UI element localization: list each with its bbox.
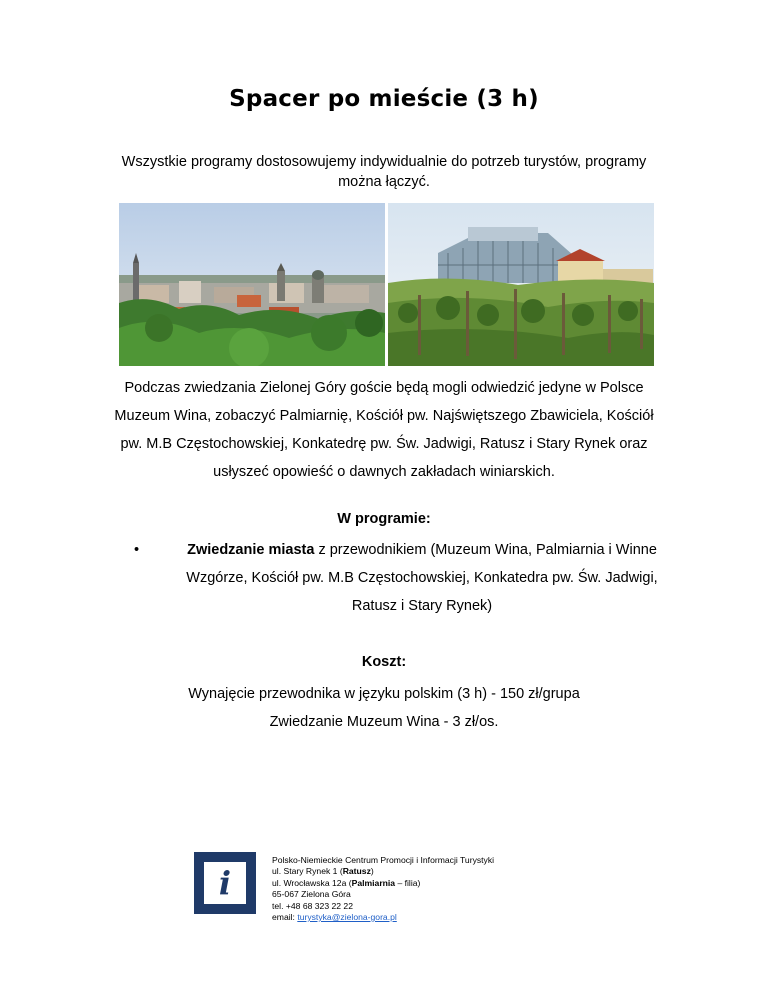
program-item-title: Zwiedzanie miasta <box>187 542 315 558</box>
description-line: pw. M.B Częstochowskiej, Konkatedrę pw. Św. Jadwigi, Ratusz i Stary Rynek oraz <box>120 436 648 452</box>
palm-house-vineyard-photo <box>388 203 654 366</box>
city-panorama-photo <box>119 203 385 366</box>
contact-phone: tel. +48 68 323 22 22 <box>272 900 353 911</box>
intro-line: można łączyć. <box>338 174 430 190</box>
program-item-text: z przewodnikiem (Muzeum Wina, Palmiarnia i Winne <box>314 542 657 558</box>
bullet-icon: • <box>134 542 140 558</box>
email-link[interactable]: turystyka@zielona-gora.pl <box>297 912 397 923</box>
contact-org: Polsko-Niemieckie Centrum Promocji i Informacji Turystyki <box>272 855 495 865</box>
intro-paragraph <box>90 152 678 192</box>
description-line: usłyszeć opowieść o dawnych zakładach winiarskich. <box>213 464 555 480</box>
intro-line: Wszystkie programy dostosowujemy indywidualnie do potrzeb turystów, programy <box>121 154 647 170</box>
contact-city: 65-067 Zielona Góra <box>272 889 351 900</box>
program-item-line: Wzgórze, Kościół pw. M.B Częstochowskiej, Konkatedra pw. Św. Jadwigi, <box>186 570 658 586</box>
contact-email-line: email: turystyka@zielona-gora.pl <box>272 912 397 923</box>
program-item-line <box>156 536 688 564</box>
contact-address-2: ul. Wrocławska 12a (Palmiarnia – filia) <box>272 877 421 888</box>
description-line: Podczas zwiedzania Zielonej Góry goście będą mogli odwiedzić jedyne w Polsce <box>124 380 644 396</box>
contact-address-1: ul. Stary Rynek 1 (Ratusz) <box>272 866 374 877</box>
cost-section <box>0 680 768 736</box>
cost-line: Zwiedzanie Muzeum Wina - 3 zł/os. <box>269 714 499 730</box>
description-paragraph <box>84 374 684 486</box>
program-list-item <box>128 536 688 620</box>
info-icon: i <box>218 864 232 902</box>
cost-line: Wynajęcie przewodnika w języku polskim (3 h) - 150 zł/grupa <box>188 686 580 702</box>
contact-block <box>272 855 494 923</box>
tourist-info-logo <box>194 852 256 914</box>
program-heading: W programie: <box>337 511 431 527</box>
program-item-line: Ratusz i Stary Rynek) <box>351 598 493 614</box>
description-line: Muzeum Wina, zobaczyć Palmiarnię, Kościół pw. Najświętszego Zbawiciela, Kościół <box>114 408 654 424</box>
page-title: Spacer po mieście (3 h) <box>229 86 539 112</box>
cost-heading: Koszt: <box>361 654 407 670</box>
photo-strip <box>119 203 654 366</box>
